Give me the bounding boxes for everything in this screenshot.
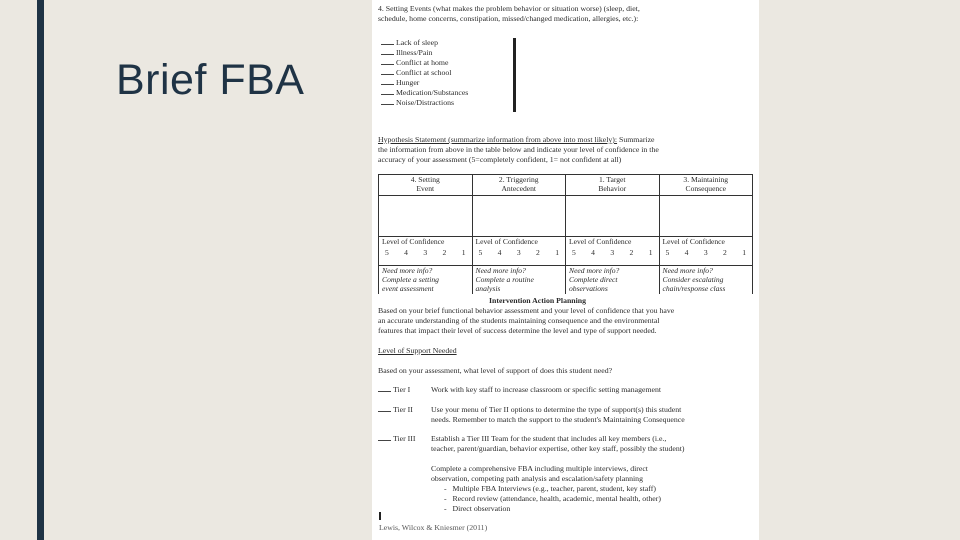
checkbox-blank [381,74,394,75]
table-blank-row [379,196,753,237]
accent-side-bar [37,0,44,540]
checkbox-blank [381,104,394,105]
checklist-item: Hunger [381,78,468,88]
hypothesis-table [378,174,753,294]
checklist-item: Noise/Distractions [381,98,468,108]
setting-events-heading-line-1: 4. Setting Events (what makes the problem behavior or situation worse) (sleep, diet, [378,4,640,13]
checkbox-blank [381,54,394,55]
intervention-line-3: features that impact their level of success determine the level and type of support needed. [378,326,657,335]
bullet-item: - Multiple FBA Interviews (e.g., teacher, parent, student, key staff) [444,484,656,493]
blank-cell [659,196,753,237]
checkbox-blank [381,94,394,95]
checkbox-blank [378,440,391,441]
hypothesis-line-2: accuracy of your assessment (5=completely confident, 1= not confident at all) [378,155,622,164]
table-confidence-row [379,237,753,266]
bullet-item: - Direct observation [444,504,511,513]
confidence-cell: Level of Confidence 5 4 3 2 1 [379,237,473,266]
confidence-scale: 5 4 3 2 1 [572,248,653,257]
blank-cell [566,196,660,237]
tier-option-3: Tier III Establish a Tier III Team for the student that includes all key members (i.e., teacher, parent/guardian, behavior expertise, other key staff, possibly the student) [378,434,428,444]
checklist-item: Medication/Substances [381,88,468,98]
confidence-cell: Level of Confidence 5 4 3 2 1 [566,237,660,266]
checklist-item: Illness/Pain [381,48,468,58]
vertical-divider-bar [513,38,516,112]
fba-document-image [372,0,759,540]
comprehensive-line-2: observation, competing path analysis and escalation/safety planning [431,474,643,483]
checkbox-blank [378,391,391,392]
tier-option-2: Tier II Use your menu of Tier II options to determine the type of support(s) this student needs. Remember to match the support to the student's Maintaining Consequence [378,405,428,415]
table-info-row [379,266,753,294]
blank-cell [379,196,473,237]
hypothesis-lead: Hypothesis Statement (summarize information from above into most likely): Summarize [378,135,655,144]
blank-cell [472,196,566,237]
info-cell: Need more info? Complete a setting event assessment [379,266,473,294]
confidence-cell: Level of Confidence 5 4 3 2 1 [472,237,566,266]
checklist-item: Conflict at home [381,58,468,68]
confidence-scale: 5 4 3 2 1 [385,248,466,257]
hypothesis-line-1: the information from above in the table below and indicate your level of confidence in the [378,145,659,154]
intervention-line-1: Based on your brief functional behavior assessment and your level of confidence that you have [378,306,675,315]
header-cell-maintaining-consequence: 3. Maintaining Consequence [659,175,753,196]
checkbox-blank [381,84,394,85]
info-cell: Need more info? Consider escalating chain/response class [659,266,753,294]
checklist-item: Lack of sleep [381,38,468,48]
slide-title: Brief FBA [116,56,305,104]
table-header-row [379,175,753,196]
checkbox-blank [378,411,391,412]
intervention-title: Intervention Action Planning [489,296,587,305]
confidence-scale: 5 4 3 2 1 [478,248,559,257]
setting-events-checklist [381,38,468,108]
support-heading: Level of Support Needed [378,346,457,355]
bullet-item: - Record review (attendance, health, academic, mental health, other) [444,494,661,503]
comprehensive-line-1: Complete a comprehensive FBA including multiple interviews, direct [431,464,648,473]
citation: Lewis, Wilcox & Kniesmer (2011) [379,523,488,532]
info-cell: Need more info? Complete direct observations [566,266,660,294]
info-cell: Need more info? Complete a routine analysis [472,266,566,294]
confidence-scale: 5 4 3 2 1 [665,248,746,257]
checkbox-blank [381,44,394,45]
header-cell-triggering-antecedent: 2. Triggering Antecedent [472,175,566,196]
confidence-cell: Level of Confidence 5 4 3 2 1 [659,237,753,266]
text-cursor [379,512,381,520]
header-cell-target-behavior: 1. Target Behavior [566,175,660,196]
intervention-line-2: an accurate understanding of the students maintaining consequence and the environmental [378,316,660,325]
checklist-item: Conflict at school [381,68,468,78]
header-cell-setting-event: 4. Setting Event [379,175,473,196]
support-question: Based on your assessment, what level of support of does this student need? [378,366,613,375]
setting-events-heading-line-2: schedule, home concerns, constipation, missed/changed medication, allergies, etc.): [378,14,639,23]
tier-option-1: Tier I Work with key staff to increase classroom or specific setting management [378,385,428,395]
checkbox-blank [381,64,394,65]
